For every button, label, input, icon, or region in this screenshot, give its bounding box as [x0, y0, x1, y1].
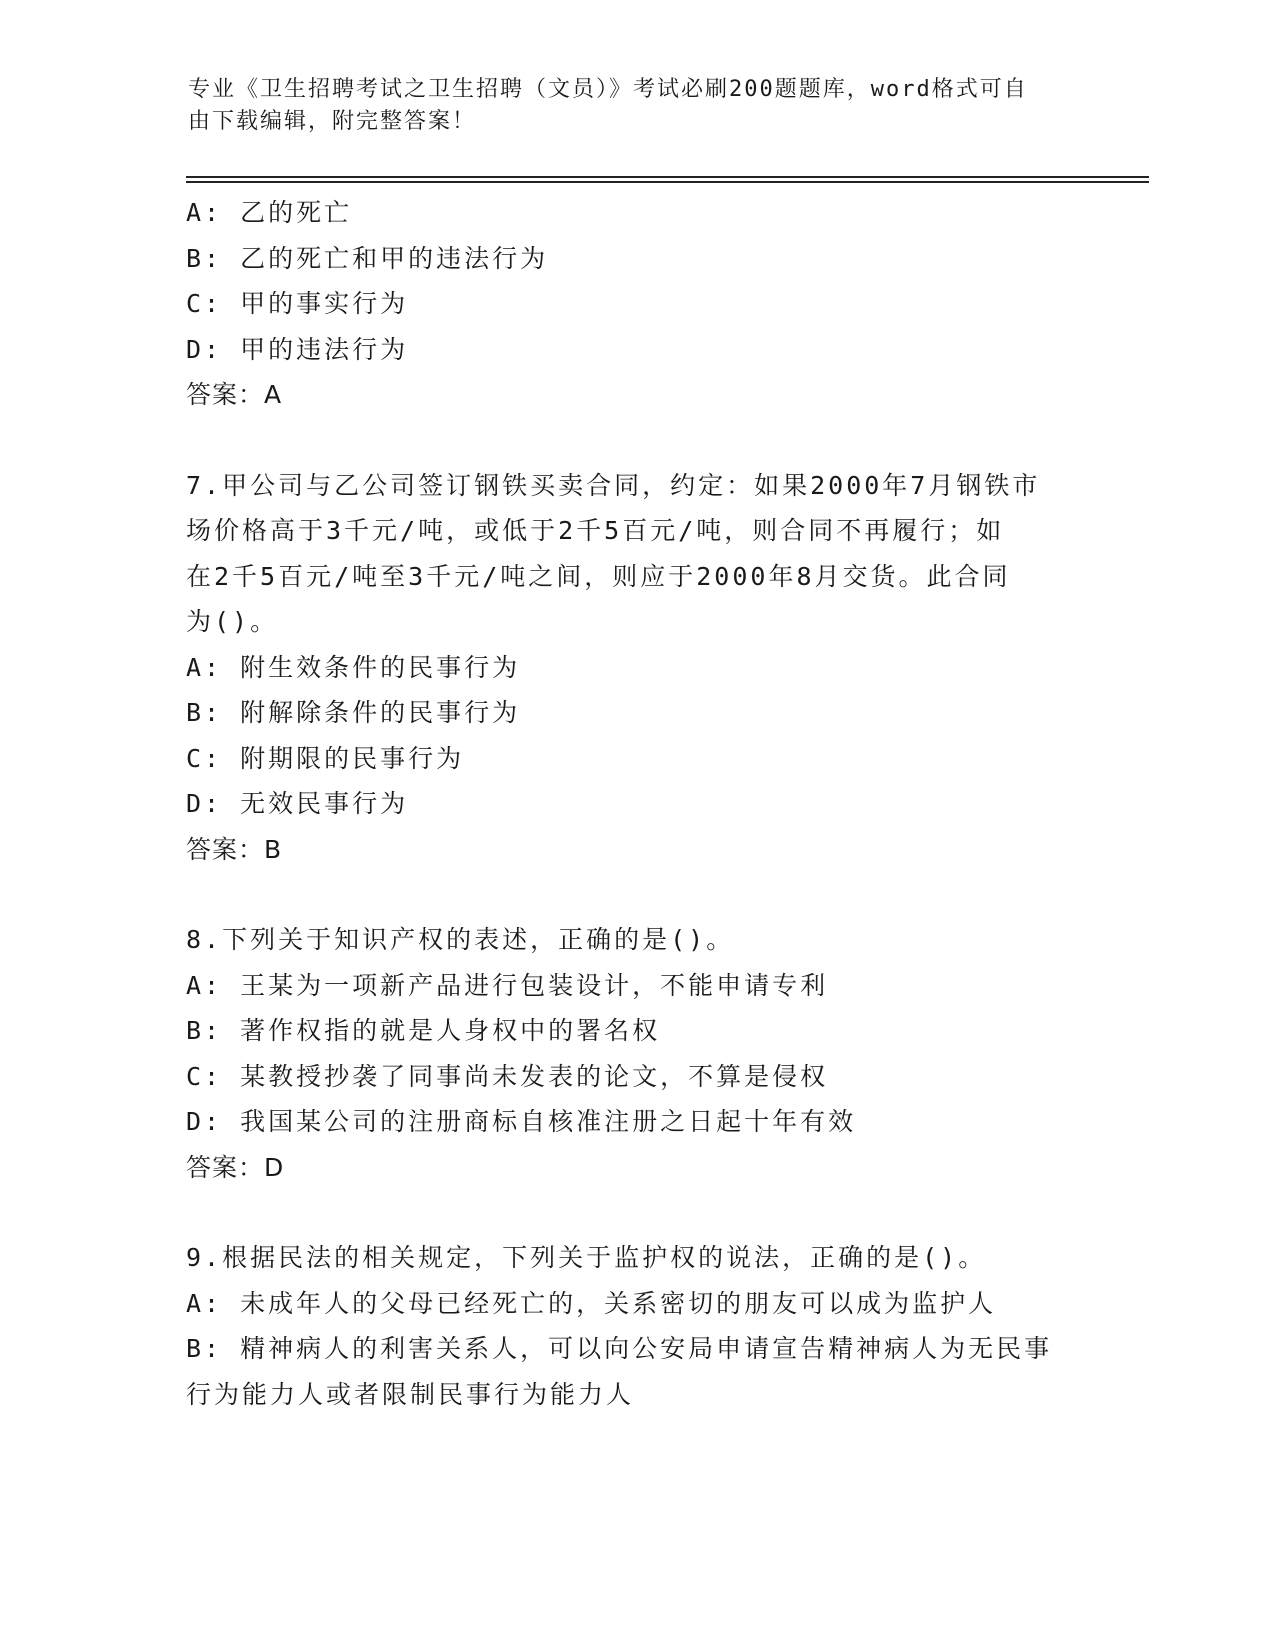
document-body	[186, 190, 1086, 1417]
option-a: A: 王某为一项新产品进行包装设计，不能申请专利	[186, 970, 829, 1000]
question-8	[186, 917, 1086, 1190]
question-text	[186, 1235, 1086, 1281]
option-a: A: 附生效条件的民事行为	[186, 652, 521, 682]
answer-line: 答案：D	[186, 1152, 285, 1182]
question-text-line: 在2千5百元/吨至3千元/吨之间，则应于2000年8月交货。此合同	[186, 561, 1011, 591]
answer-line: 答案：B	[186, 834, 283, 864]
question-text	[186, 463, 1086, 645]
question-text-line: 为()。	[186, 607, 279, 636]
option-c: C: 某教授抄袭了同事尚未发表的论文，不算是侵权	[186, 1061, 829, 1091]
option-a: A: 乙的死亡	[186, 198, 353, 227]
header-line-2: 由下载编辑，附完整答案！	[188, 109, 477, 134]
option-b: B: 乙的死亡和甲的违法行为	[186, 243, 549, 273]
option-b-continued: 行为能力人或者限制民事行为能力人	[186, 1379, 635, 1409]
answer-line: 答案：A	[186, 380, 283, 409]
question-text-line: 8.下列关于知识产权的表述，正确的是()。	[186, 925, 735, 954]
question-9	[186, 1235, 1086, 1417]
question-7	[186, 463, 1086, 873]
option-b: B: 附解除条件的民事行为	[186, 698, 521, 727]
option-d: D: 无效民事行为	[186, 789, 409, 818]
question-text-line: 7.甲公司与乙公司签订钢铁买卖合同，约定：如果2000年7月钢铁市	[186, 470, 1041, 500]
question-text-line: 9.根据民法的相关规定，下列关于监护权的说法，正确的是()。	[186, 1243, 987, 1272]
option-c: C: 附期限的民事行为	[186, 743, 465, 773]
option-d: D: 我国某公司的注册商标自核准注册之日起十年有效	[186, 1107, 857, 1136]
option-b: B: 精神病人的利害关系人，可以向公安局申请宣告精神病人为无民事	[186, 1334, 1053, 1363]
header-divider-bottom	[186, 181, 1149, 183]
header-divider-top	[186, 176, 1149, 178]
option-d: D: 甲的违法行为	[186, 334, 409, 364]
option-a: A: 未成年人的父母已经死亡的，关系密切的朋友可以成为监护人	[186, 1288, 997, 1318]
question-6-tail	[186, 190, 1086, 418]
question-text	[186, 917, 1086, 963]
question-text-line: 场价格高于3千元/吨，或低于2千5百元/吨，则合同不再履行；如	[186, 516, 1005, 545]
document-header	[188, 74, 1068, 138]
option-b: B: 著作权指的就是人身权中的署名权	[186, 1016, 661, 1045]
header-line-1: 专业《卫生招聘考试之卫生招聘（文员）》考试必刷200题题库，word格式可自	[188, 77, 1028, 102]
option-c: C: 甲的事实行为	[186, 289, 409, 318]
